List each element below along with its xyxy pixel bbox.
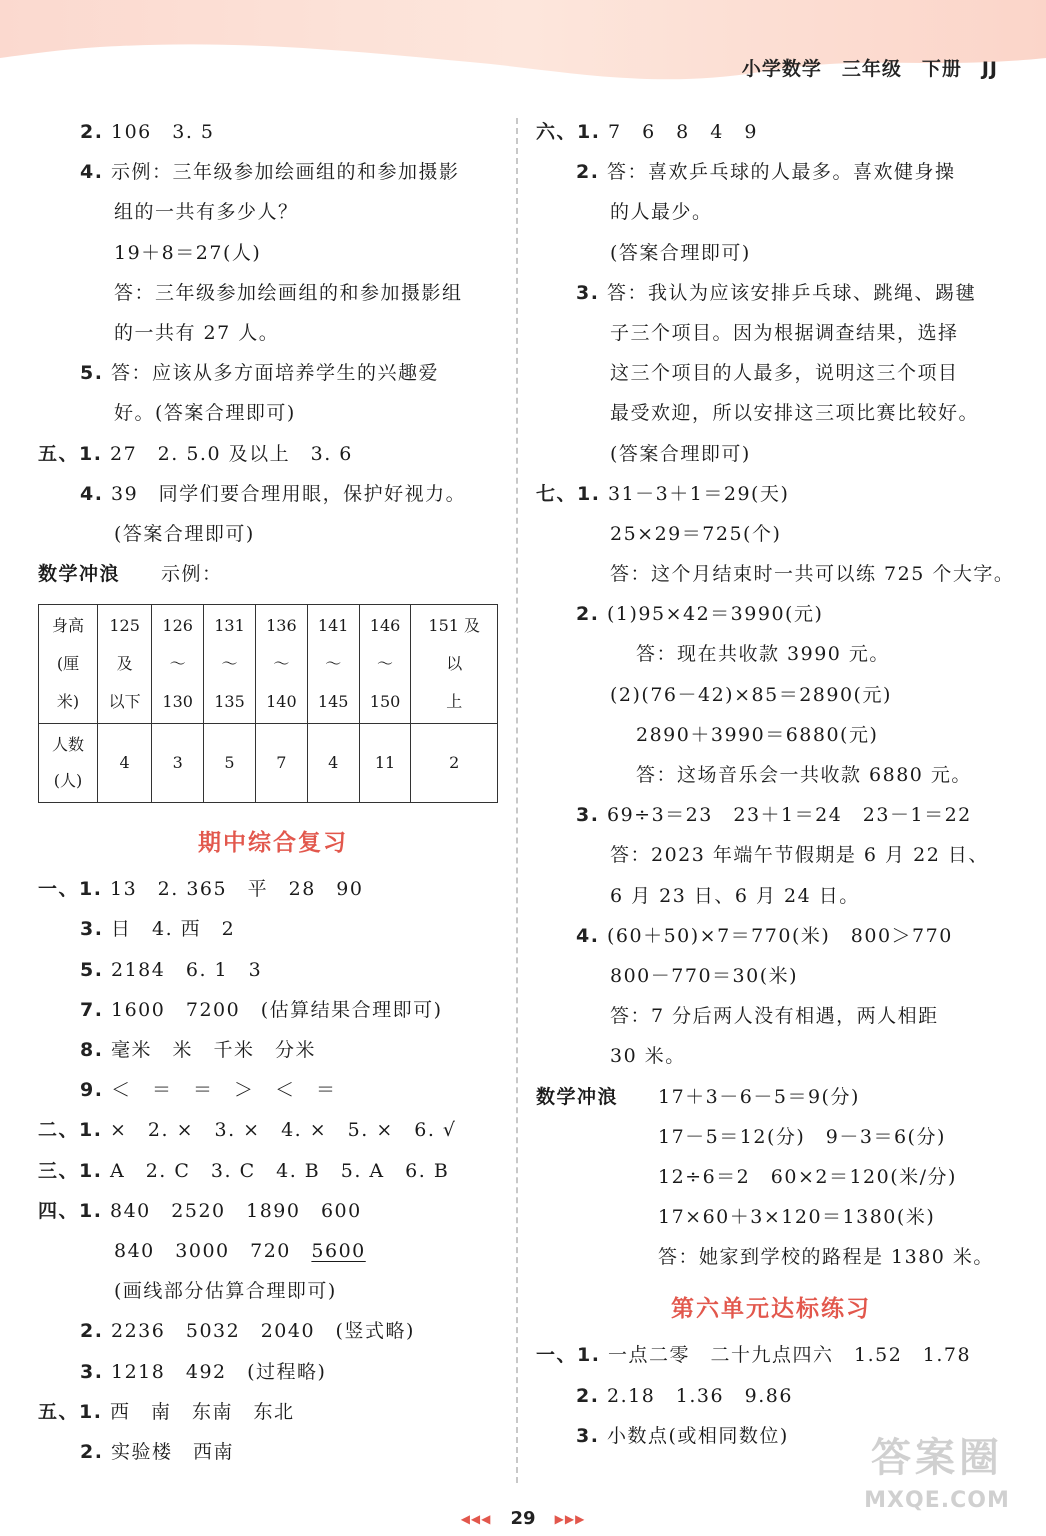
answer-text: 组的一共有多少人？ [114,201,299,224]
math-wave-heading-left: 数学冲浪 示例： [38,563,223,586]
right-column [536,112,1015,1456]
answer-line [536,313,1006,353]
table-cell: 146 ～ 150 [359,605,411,724]
math-wave-line [536,1117,1006,1157]
answer-line [536,835,1006,875]
height-stat-table [38,604,498,803]
answer-line [536,795,1006,835]
question-number: 六、1. [536,121,601,143]
question-number: 一、1. [536,1344,601,1367]
math-wave-right [536,1077,1006,1278]
answer-line [38,1311,508,1351]
answer-text: 的人最少。 [610,201,713,224]
answer-line [38,112,508,152]
answer-text: (画线部分估算合理即可) [114,1280,337,1303]
answer-text: (答案合理即可) [114,522,255,545]
answer-line [536,1376,1006,1416]
answer-line [38,313,508,353]
answer-text: 答：7 分后两人没有相遇，两人相距 [610,1005,939,1028]
question-number: 3. [576,804,600,827]
answer-line [38,1070,508,1110]
answer-line [38,950,508,990]
answer-text: 69÷3＝23 23＋1＝24 23－1＝22 [607,804,972,827]
math-wave-text: 17×60＋3×120＝1380(米) [658,1206,936,1229]
math-wave-text: 答：她家到学校的路程是 1380 米。 [658,1246,994,1269]
answer-line [38,1432,508,1472]
answer-line [536,1335,1006,1375]
question-number: 五、1. [38,442,103,465]
answer-text: (2)(76－42)×85＝2890(元) [610,683,892,706]
answer-text: 25×29＝725(个) [610,522,782,545]
left-column [38,112,508,1472]
answer-line [38,393,508,433]
answer-line [38,990,508,1030]
question-number: 3. [576,1424,600,1447]
answer-line [38,514,508,554]
question-number: 2. [576,1384,600,1407]
answer-line [536,152,1006,192]
answer-line [536,192,1006,232]
table-cell: 人数 (人) [39,724,98,803]
table-cell: 141 ～ 145 [307,605,359,724]
table-row [39,724,498,803]
table-cell: 2 [411,724,498,803]
answer-text: 2236 5032 2040 (竖式略) [111,1320,415,1343]
answer-line [38,1231,508,1271]
answer-line [38,1271,508,1311]
question-number: 2. [576,603,600,626]
answer-text: 840 2520 1890 600 [110,1199,362,1222]
table-row [39,605,498,724]
answer-text: 这三个项目的人最多，说明这三个项目 [610,362,959,385]
answer-text: 2890＋3990＝6880(元) [636,723,879,746]
next-arrows-icon: ▶▶▶ [554,1511,586,1526]
question-number: 二、1. [38,1119,103,1142]
question-number: 5. [80,958,104,981]
math-wave-line [536,1237,1006,1277]
answer-text: 小数点(或相同数位) [607,1424,789,1447]
page-number: 29 [510,1508,536,1529]
answer-text: 840 3000 720 [114,1239,312,1262]
answer-text: (60＋50)×7＝770(米) 800＞770 [607,924,953,947]
question-number: 一、1. [38,878,103,901]
question-number: 五、1. [38,1400,103,1423]
answer-text: × 2. × 3. × 4. × 5. × 6. √ [110,1119,457,1142]
answer-text: 31－3＋1＝29(天) [608,482,790,505]
math-wave-label: 数学冲浪 [536,1085,619,1108]
answer-line [536,554,1015,594]
answer-text: 答：应该从多方面培养学生的兴趣爱 [111,362,440,385]
answer-line [536,916,1006,956]
table-cell: 131 ～ 135 [204,605,256,724]
midterm-answer-list [38,869,508,1472]
table-cell: 151 及 以 上 [411,605,498,724]
math-wave-text: 17－5＝12(分) 9－3＝6(分) [658,1125,946,1148]
answer-text: 答：现在共收款 3990 元。 [636,643,890,666]
answer-text: (1)95×42＝3990(元) [607,603,824,626]
question-number: 2. [80,1440,104,1463]
answer-line [38,233,508,273]
answer-line [38,1191,508,1231]
answer-text: 19＋8＝27(人) [114,241,262,264]
question-number: 四、1. [38,1199,103,1222]
answer-text: 39 同学们要合理用眼，保护好视力。 [111,482,467,505]
question-number: 8. [80,1039,104,1061]
answer-text: 13 2. 365 平 28 90 [110,878,364,901]
question-number: 9. [80,1079,104,1102]
question-number: 5. [80,362,104,385]
question-number: 2. [576,161,600,184]
section-title-unit6: 第六单元达标练习 [671,1296,871,1323]
answer-line [38,1030,508,1070]
answer-line [38,869,508,909]
math-wave-text: 17＋3－6－5＝9(分) [658,1085,860,1108]
answer-line [38,909,508,949]
math-wave-text: 12÷6＝2 60×2＝120(米/分) [658,1165,957,1188]
table-cell: 126 ～ 130 [152,605,204,724]
answer-line [536,514,1006,554]
answer-text: 子三个项目。因为根据调查结果，选择 [610,321,959,344]
answer-line [536,956,1006,996]
answer-text: (答案合理即可) [610,241,751,264]
answer-text: 2.18 1.36 9.86 [607,1384,793,1407]
question-number: 7. [80,998,104,1021]
answer-text: 1218 492 (过程略) [111,1360,327,1383]
question-number: 3. [576,281,600,304]
answer-text: 一点二零 二十九点四六 1.52 1.78 [608,1344,972,1367]
answer-text: 的一共有 27 人。 [114,321,280,344]
answer-text: 2184 6. 1 3 [111,958,263,981]
watermark-logo: 答案圈 MXQE.COM [864,1435,1010,1513]
answer-line [536,353,1006,393]
question-number: 七、1. [536,482,601,505]
question-number: 3. [80,918,104,941]
section-title-midterm: 期中综合复习 [198,830,348,857]
answer-line [38,353,508,393]
header-title: 小学数学 三年级 下册 JJ [741,58,998,80]
math-wave-line [536,1077,1006,1117]
answer-text: 答：喜欢乒乓球的人最多。喜欢健身操 [607,161,956,184]
answer-text: ＜ ＝ ＝ ＞ ＜ ＝ [111,1079,337,1102]
answer-text: 西 南 东南 东北 [110,1400,295,1423]
answer-text: 好。(答案合理即可) [114,402,296,425]
question-number: 三、1. [38,1159,103,1182]
column-divider [516,118,518,1483]
answer-line [38,1352,508,1392]
table-cell: 5 [204,724,256,803]
answer-text: 答：2023 年端午节假期是 6 月 22 日、 [610,844,989,867]
answer-line [536,112,1006,152]
math-wave-line [536,1157,1006,1197]
answer-text: 答：三年级参加绘画组的和参加摄影组 [114,281,463,304]
question-number: 2. [80,121,104,143]
answer-line [536,474,1006,514]
answer-line [38,192,508,232]
table-cell: 4 [98,724,152,803]
answer-line [536,1036,1006,1076]
prev-arrows-icon: ◀◀◀ [460,1511,492,1526]
answer-text: 27 2. 5.0 及以上 3. 6 [110,442,353,465]
table-cell: 身高 (厘 米) [39,605,98,724]
header-band [0,0,1046,96]
answer-text: 示例：三年级参加绘画组的和参加摄影 [111,161,460,184]
answer-text: 6 月 23 日、6 月 24 日。 [610,884,860,907]
answer-line [38,434,508,474]
table-cell: 11 [359,724,411,803]
question-number: 4. [80,482,104,505]
right-answer-list [536,112,1015,1077]
answer-text: 毫米 米 千米 分米 [111,1039,317,1061]
table-cell: 4 [307,724,359,803]
question-number: 4. [576,924,600,947]
answer-text: 答：这个月结束时一共可以练 725 个大字。 [610,563,1015,586]
answer-line [536,233,1006,273]
answer-text: (答案合理即可) [610,442,751,465]
answer-text: 日 4. 西 2 [111,918,236,941]
table-cell: 136 ～ 140 [255,605,307,724]
answer-line [536,634,1006,674]
question-number: 2. [80,1320,104,1343]
answer-line [536,273,1006,313]
table-cell: 125 及 以下 [98,605,152,724]
answer-line [536,594,1006,634]
answer-text: 30 米。 [610,1045,686,1068]
answer-text: A 2. C 3. C 4. B 5. A 6. B [110,1159,450,1182]
answer-line [536,996,1006,1036]
answer-line [38,1151,508,1191]
question-number: 4. [80,161,104,184]
answer-line [536,876,1006,916]
answer-line [38,273,508,313]
answer-line [38,152,508,192]
table-cell: 7 [255,724,307,803]
answer-line [536,675,1006,715]
answer-line [536,434,1006,474]
answer-text: 答：我认为应该安排乒乓球、跳绳、踢毽 [607,281,977,304]
answer-text: 7 6 8 4 9 [608,121,758,143]
answer-text: 106 3. 5 [111,121,215,143]
underlined-estimate: 5600 [311,1239,366,1262]
answer-text: 800－770＝30(米) [610,964,799,987]
answer-line [536,715,1006,755]
left-answer-list [38,112,508,554]
answer-line [536,755,1006,795]
table-cell: 3 [152,724,204,803]
answer-text: 实验楼 西南 [111,1440,235,1463]
answer-line [38,1392,508,1432]
answer-line [536,393,1006,433]
answer-line [38,474,508,514]
answer-text: 答：这场音乐会一共收款 6880 元。 [636,764,972,786]
math-wave-line [536,1197,1006,1237]
question-number: 3. [80,1360,104,1383]
answer-line [38,1110,508,1150]
answer-text: 1600 7200 (估算结果合理即可) [111,998,443,1021]
answer-text: 最受欢迎，所以安排这三项比赛比较好。 [610,402,980,425]
